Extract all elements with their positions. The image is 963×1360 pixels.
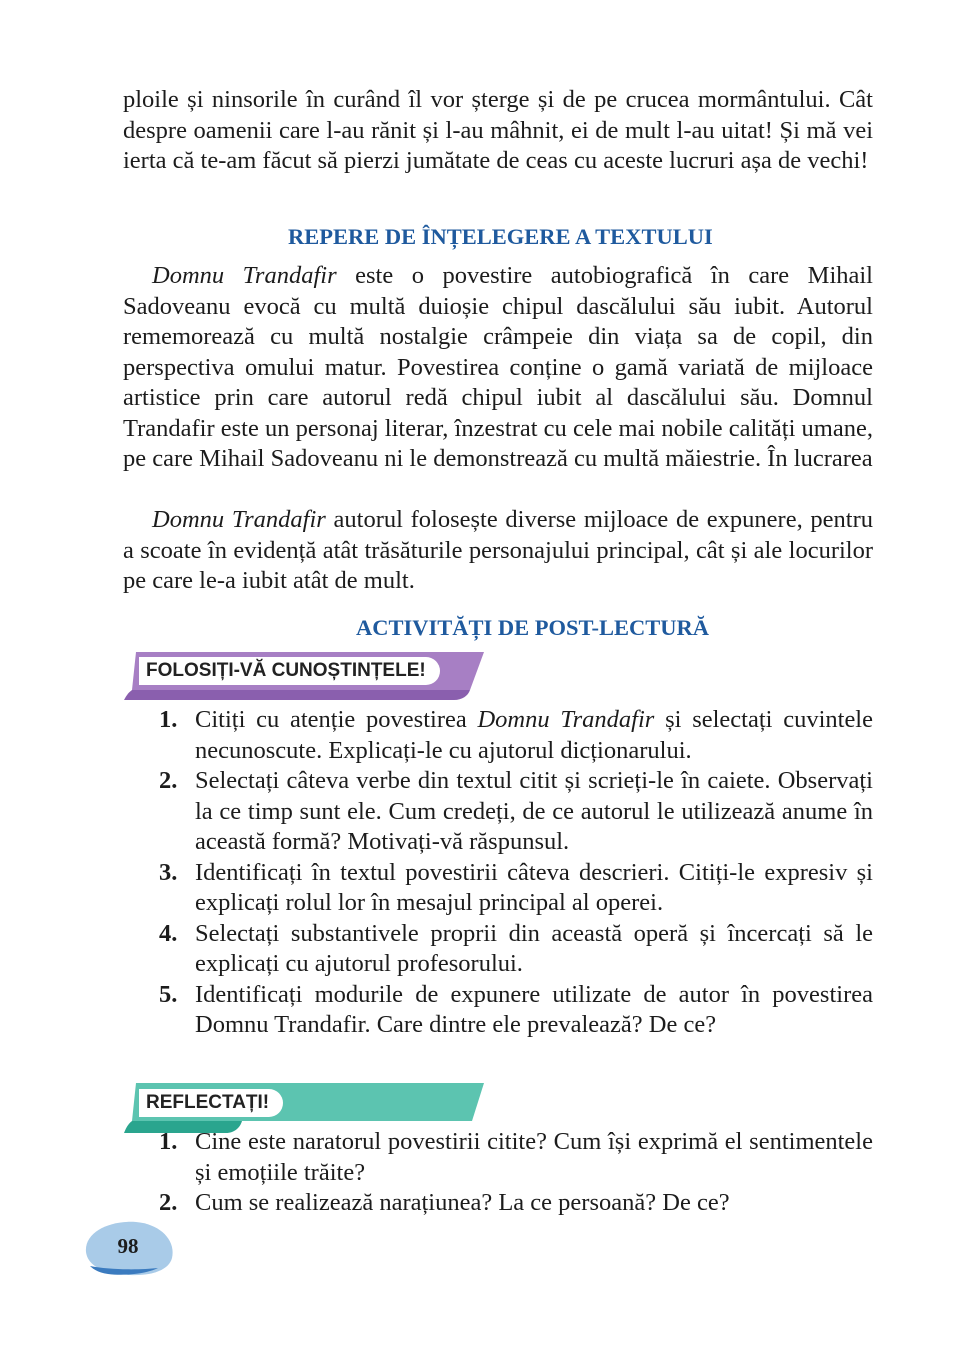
item-number: 2. [159, 767, 178, 794]
list-item [123, 919, 873, 980]
item-text: Cum se realizează narațiunea? La ce persoană? De ce? [195, 1189, 730, 1216]
list-item [123, 766, 873, 858]
list-item [123, 980, 873, 1041]
understanding-paragraph-1 [123, 261, 873, 475]
section-title-activities: ACTIVITĂȚI DE POST-LECTURĂ [356, 615, 710, 640]
list-item [123, 858, 873, 919]
item-number: 2. [159, 1189, 178, 1216]
item-text: Selectați substantivele proprii din această operă și încercați să le explicați cu ajutorul profesorului. [195, 919, 873, 977]
knowledge-task-list [123, 705, 873, 1041]
paragraph-text: autorul folosește diverse mijloace de expunere, pentru a scoate în evidență atât trăsăturile personajului principal, cât și ale locurilor pe care le-a iubit atât de mult. [123, 506, 873, 594]
item-number: 4. [159, 919, 178, 947]
page-number-badge [80, 1218, 176, 1278]
list-item [123, 1127, 873, 1188]
intro-paragraph: ploile și ninsorile în curând îl vor șterge și de pe crucea mormântului. Cât despre oamenii care l-au rănit și l-au mâhnit, ei de mult l-au uitat! Și mă vei ierta că te-am făcut să pierzi jumătate de ceas cu aceste lucruri așa de vechi! [123, 86, 873, 174]
tag-use-knowledge [122, 652, 488, 704]
tag-label: REFLECTAȚI! [139, 1089, 283, 1117]
reflect-task-list [123, 1127, 873, 1219]
item-text: și selectați cuvintele necunoscute. Explicați-le cu ajutorul dicționarului. [195, 706, 873, 764]
item-number: 1. [159, 706, 178, 733]
item-text: Identificați modurile de expunere utilizate de autor în povestirea Domnu Trandafir. Care dintre ele prevalează? De ce? [195, 980, 873, 1038]
page-number: 98 [117, 1234, 139, 1258]
item-number: 5. [159, 980, 178, 1008]
work-title: Domnu Trandafir [152, 262, 337, 289]
paragraph-text: este o povestire autobiografică în care Mihail Sadoveanu evocă cu multă duioșie chipul dascălului său iubit. Autorul rememorează cu multă nostalgie crâmpeie din viața sa de copil, din perspectiva omului matur. Povestirea conține o gamă variată de mijloace artistice prin care autorul redă chipul iubit al dascălului său. Domnul Trandafir este un personaj literar, înzestrat cu cele mai nobile calități umane, pe care Mihail Sadoveanu ni le demonstrează cu multă măiestrie. În lucrarea [123, 262, 873, 472]
list-item [123, 705, 873, 766]
item-text: Selectați câteva verbe din textul citit și scrieți-le în caiete. Observați la ce timp sunt ele. Cum credeți, de ce autorul le utilizează anume în această formă? Motivați-vă răspunsul. [195, 767, 873, 855]
item-number: 1. [159, 1128, 178, 1155]
section-title-understanding: REPERE DE ÎNȚELEGERE A TEXTULUI [288, 224, 713, 249]
list-item [123, 1188, 873, 1219]
work-title: Domnu Trandafir [152, 506, 326, 533]
item-text: Identificați în textul povestirii câteva descrieri. Citiți-le expresiv și explicați rolul lor în mesajul principal al operei. [195, 858, 873, 916]
item-text: Citiți cu atenție povestirea [195, 706, 478, 733]
item-text: Cine este naratorul povestirii citite? Cum își exprimă el sentimentele și emoțiile trăite? [195, 1128, 873, 1186]
tag-label: FOLOSIȚI-VĂ CUNOȘTINȚELE! [139, 657, 440, 685]
item-number: 3. [159, 858, 178, 886]
work-title: Domnu Trandafir [477, 706, 655, 733]
understanding-paragraph-2 [123, 505, 873, 597]
